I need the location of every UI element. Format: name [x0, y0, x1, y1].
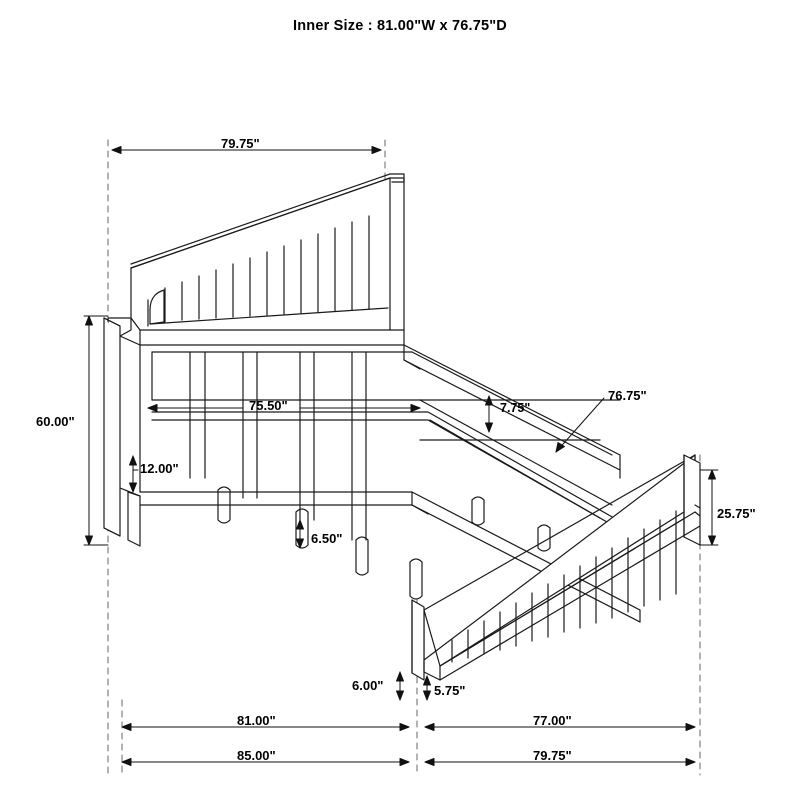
- dimension-label-deck-height: 12.00": [140, 461, 179, 476]
- dimension-label-foot-clearance: 5.75": [434, 683, 466, 698]
- dimension-label-overall-depth: 79.75": [533, 748, 572, 763]
- dimension-label-overall-height: 60.00": [36, 414, 75, 429]
- dimension-label-headboard-width: 79.75": [221, 136, 260, 151]
- dimension-label-overall-width: 85.00": [237, 748, 276, 763]
- dimension-label-slat-height: 6.50": [311, 531, 343, 546]
- dimension-label-side-rail-length: 77.00": [533, 713, 572, 728]
- page-title: Inner Size : 81.00"W x 76.75"D: [293, 18, 507, 34]
- dimension-label-footboard-height: 25.75": [717, 506, 756, 521]
- dimension-label-mattress-support-width: 75.50": [249, 398, 288, 413]
- dimension-label-rail-drop: 7.75": [500, 401, 531, 415]
- dimension-label-inner-width: 81.00": [237, 713, 276, 728]
- dimension-label-leg-height: 6.00": [352, 678, 384, 693]
- dimension-label-inner-depth: 76.75": [608, 388, 647, 403]
